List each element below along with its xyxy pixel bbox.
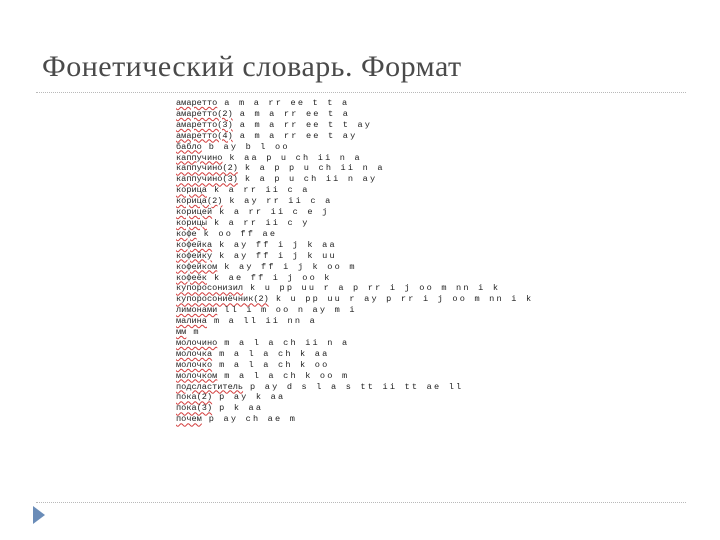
entry-phonemes: k ay ff i j k uu [219, 250, 337, 261]
entry-word: корица(2) [176, 196, 223, 207]
entry-phonemes: k aa p u ch ii n a [229, 152, 362, 163]
entry-phonemes: ll i m oo n ay m i [224, 305, 357, 316]
entry-phonemes: m a l a ch k oo [219, 359, 330, 370]
entry-phonemes: m a ll ii nn a [213, 316, 317, 327]
footer-divider [36, 502, 686, 503]
entry-phonemes: p ay d s l a s tt ii tt ae ll [250, 381, 464, 392]
entry-phonemes: b ay b l oo [208, 141, 290, 152]
entry-word: подсластитель [176, 381, 244, 392]
entry-phonemes: a m a rr ee t a [239, 108, 351, 119]
entry-word: купоросониёчник(2) [176, 294, 269, 305]
dictionary-entry [176, 218, 676, 229]
entry-word: малина [176, 316, 207, 327]
entry-phonemes: m a l a ch ii n a [224, 337, 350, 348]
entry-word: амаретто(2) [176, 108, 233, 119]
dictionary-entry [176, 196, 676, 207]
triangle-right-icon [33, 506, 45, 524]
entry-word: амаретто(3) [176, 119, 233, 130]
dictionary-entry [176, 98, 676, 109]
entry-word: пока(3) [176, 403, 213, 414]
dictionary-entry [176, 392, 676, 403]
dictionary-entry [176, 360, 676, 371]
dictionary-entry [176, 185, 676, 196]
dictionary-entry [176, 251, 676, 262]
entry-phonemes: k u pp uu r ay p rr i j oo m nn i k [275, 294, 534, 305]
entry-phonemes: k a p u ch ii n ay [244, 174, 378, 185]
dictionary-entry [176, 131, 676, 142]
dictionary-entry [176, 120, 676, 131]
entry-word: молочком [176, 370, 218, 381]
dictionary-entry [176, 109, 676, 120]
dictionary-entry [176, 305, 676, 316]
dictionary-entry [176, 327, 676, 338]
entry-phonemes: a m a rr ee t t ay [239, 119, 373, 130]
dictionary-entry [176, 142, 676, 153]
dictionary-entry [176, 294, 676, 305]
dictionary-entry [176, 414, 676, 425]
entry-phonemes: k ay rr ii c a [229, 196, 333, 207]
entry-phonemes: k a p p u ch ii n a [244, 163, 385, 174]
entry-word: лимонами [176, 305, 218, 316]
entry-word: почем [176, 414, 202, 425]
entry-phonemes: a m a rr ee t ay [239, 130, 358, 141]
entry-phonemes: k oo ff ae [203, 228, 278, 239]
dictionary-entry [176, 240, 676, 251]
entry-phonemes: k a rr ii c e j [219, 207, 330, 218]
entry-word: кофе [176, 228, 197, 239]
entry-word: купоросонизил [176, 283, 244, 294]
entry-phonemes: k a rr ii c a [213, 185, 310, 196]
entry-phonemes: k ay ff i j k aa [219, 239, 337, 250]
entry-word: каппучино(3) [176, 174, 238, 185]
entry-word: молочко [176, 359, 213, 370]
dictionary-entry [176, 316, 676, 327]
slide-title: Фонетический словарь. Формат [42, 50, 462, 83]
entry-word: бабло [176, 141, 202, 152]
entry-phonemes: p ay k aa [219, 392, 286, 403]
dictionary-entry [176, 349, 676, 360]
entry-word: пока(2) [176, 392, 213, 403]
entry-phonemes: m a l a ch k aa [219, 348, 330, 359]
entry-phonemes: k ae ff i j oo k [213, 272, 332, 283]
dictionary-entry [176, 207, 676, 218]
entry-phonemes: k u pp uu r a p rr i j oo m nn i k [250, 283, 501, 294]
dictionary-entry [176, 371, 676, 382]
title-divider [36, 92, 686, 93]
entry-word: амаретто [176, 98, 218, 108]
entry-word: корицы [176, 217, 207, 228]
entry-word: мм [176, 327, 187, 338]
entry-word: молочино [176, 337, 218, 348]
entry-word: кофейку [176, 250, 213, 261]
entry-phonemes: m [193, 327, 201, 338]
dictionary-entry [176, 229, 676, 240]
entry-word: каппучино(2) [176, 163, 238, 174]
dictionary-entry [176, 153, 676, 164]
entry-phonemes: m a l a ch k oo m [224, 370, 350, 381]
entry-word: корица [176, 185, 207, 196]
entry-word: корицей [176, 207, 213, 218]
entry-word: кофейка [176, 239, 213, 250]
dictionary-entry [176, 174, 676, 185]
entry-word: каппучино [176, 152, 223, 163]
dictionary-entry [176, 163, 676, 174]
entry-phonemes: a m a rr ee t t a [224, 98, 350, 108]
entry-word: кофеёк [176, 272, 207, 283]
dictionary-entry [176, 338, 676, 349]
dictionary-entry [176, 273, 676, 284]
dictionary-entry [176, 382, 676, 393]
phonetic-dictionary [176, 98, 676, 425]
entry-phonemes: p k aa [219, 403, 264, 414]
entry-word: молочка [176, 348, 213, 359]
entry-word: амаретто(4) [176, 130, 233, 141]
entry-phonemes: k a rr ii c y [213, 217, 310, 228]
entry-phonemes: p ay ch ae m [208, 414, 298, 425]
dictionary-entry [176, 283, 676, 294]
dictionary-entry [176, 403, 676, 414]
entry-phonemes: k ay ff i j k oo m [224, 261, 357, 272]
entry-word: кофейком [176, 261, 218, 272]
dictionary-entry [176, 262, 676, 273]
